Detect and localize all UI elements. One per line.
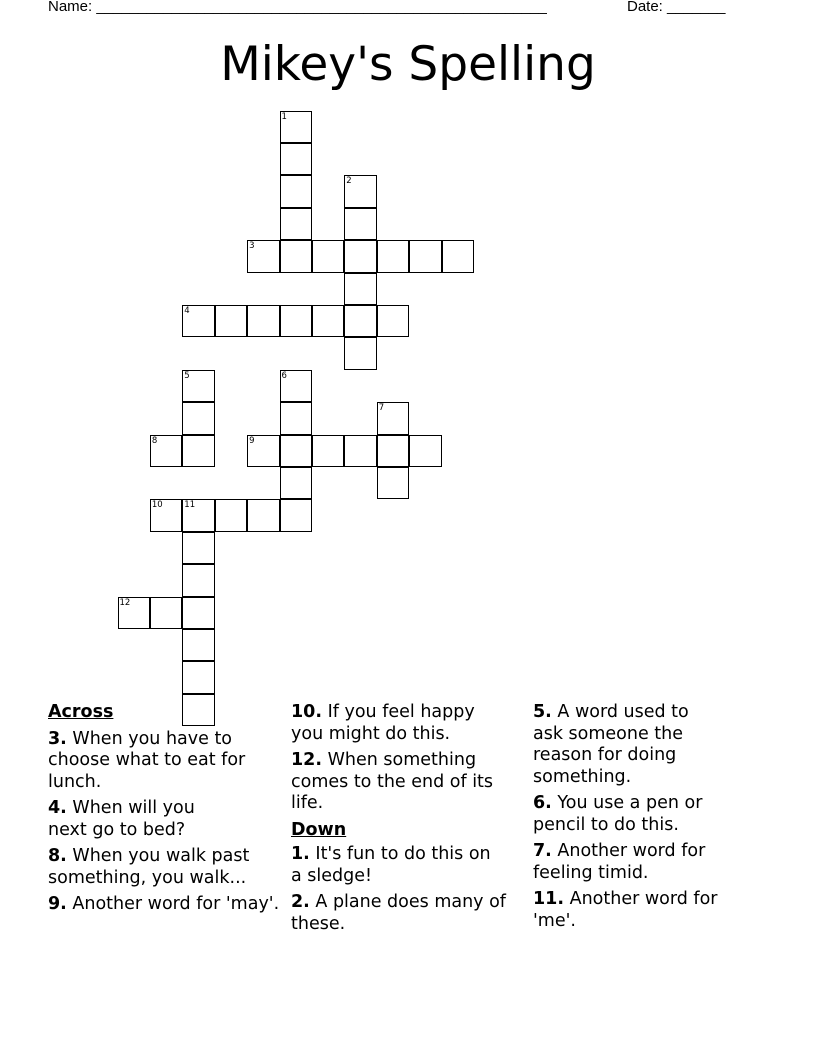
crossword-cell[interactable] (344, 208, 377, 241)
clue-down-1: 1. It's fun to do this on a sledge! (291, 844, 491, 886)
clue-number-label: 9 (249, 435, 255, 446)
crossword-cell[interactable] (280, 467, 313, 500)
clue-across-8: 8. When you walk past something, you walk... (48, 846, 250, 888)
clue-down-5: 5. A word used to ask someone the reason for doing something. (533, 702, 689, 787)
crossword-cell[interactable] (344, 337, 377, 370)
crossword-cell[interactable] (280, 402, 313, 435)
crossword-cell[interactable] (280, 499, 313, 532)
clue-down-11: 11. Another word for 'me'. (533, 889, 718, 931)
crossword-cell[interactable] (182, 564, 215, 597)
crossword-cell[interactable] (280, 175, 313, 208)
clue-number-label: 7 (378, 403, 385, 414)
crossword-cell[interactable] (409, 240, 442, 273)
crossword-cell[interactable] (182, 402, 215, 435)
clue-number-label: 5 (184, 370, 190, 381)
clue-number-label: 10 (151, 500, 163, 511)
crossword-cell[interactable] (377, 305, 410, 338)
crossword-cell[interactable] (280, 208, 313, 241)
across-heading: Across (48, 702, 114, 722)
crossword-cell[interactable] (150, 597, 183, 630)
clue-number-label: 11 (184, 500, 196, 511)
crossword-cell[interactable] (182, 435, 215, 468)
clue-number-label: 12 (119, 597, 131, 608)
clue-down-6: 6. You use a pen or pencil to do this. (533, 793, 703, 835)
clue-column-3 (533, 702, 765, 937)
page-title: Mikey's Spelling (220, 37, 596, 92)
crossword-cell[interactable] (442, 240, 475, 273)
crossword-cell[interactable] (182, 661, 215, 694)
clue-number-label: 3 (249, 241, 255, 252)
crossword-cell[interactable] (312, 435, 345, 468)
clue-across-9: 9. Another word for 'may'. (48, 894, 280, 914)
crossword-cell[interactable] (377, 467, 410, 500)
down-heading: Down (291, 819, 347, 840)
crossword-cell[interactable] (344, 273, 377, 306)
date-field-label: Date: _______ (627, 0, 726, 15)
clue-down-2: 2. A plane does many of these. (291, 892, 506, 934)
crossword-cell[interactable] (215, 305, 248, 338)
crossword-cell[interactable] (377, 435, 410, 468)
crossword-cell[interactable] (344, 305, 377, 338)
clue-down-7: 7. Another word for feeling timid. (533, 841, 706, 883)
clue-number-label: 1 (281, 111, 287, 122)
clue-column-1 (48, 702, 280, 921)
crossword-cell[interactable] (182, 597, 215, 630)
clue-number-label: 4 (184, 305, 190, 316)
crossword-cell[interactable] (280, 143, 313, 176)
crossword-cell[interactable] (377, 240, 410, 273)
crossword-cell[interactable] (312, 240, 345, 273)
crossword-cell[interactable] (409, 435, 442, 468)
clue-number-label: 8 (151, 435, 158, 446)
crossword-cell[interactable] (280, 240, 313, 273)
clue-number-label: 6 (281, 370, 287, 381)
crossword-cell[interactable] (344, 240, 377, 273)
name-field-label: Name: ______________________________________________________ (48, 0, 547, 15)
clue-column-2 (291, 702, 523, 940)
clue-number-label: 2 (346, 176, 352, 187)
clue-across-4: 4. When will you next go to bed? (48, 798, 195, 840)
crossword-cell[interactable] (344, 435, 377, 468)
crossword-cell[interactable] (312, 305, 345, 338)
crossword-cell[interactable] (215, 499, 248, 532)
crossword-cell[interactable] (182, 532, 215, 565)
crossword-cell[interactable] (182, 629, 215, 662)
crossword-cell[interactable] (247, 499, 280, 532)
crossword-cell[interactable] (280, 305, 313, 338)
clue-across-3: 3. When you have to choose what to eat for lunch. (48, 728, 246, 792)
clue-across-10: 10. If you feel happy you might do this. (291, 702, 475, 744)
crossword-cell[interactable] (247, 305, 280, 338)
crossword-cell[interactable] (280, 435, 313, 468)
clue-across-12: 12. When something comes to the end of its life. (291, 750, 494, 813)
